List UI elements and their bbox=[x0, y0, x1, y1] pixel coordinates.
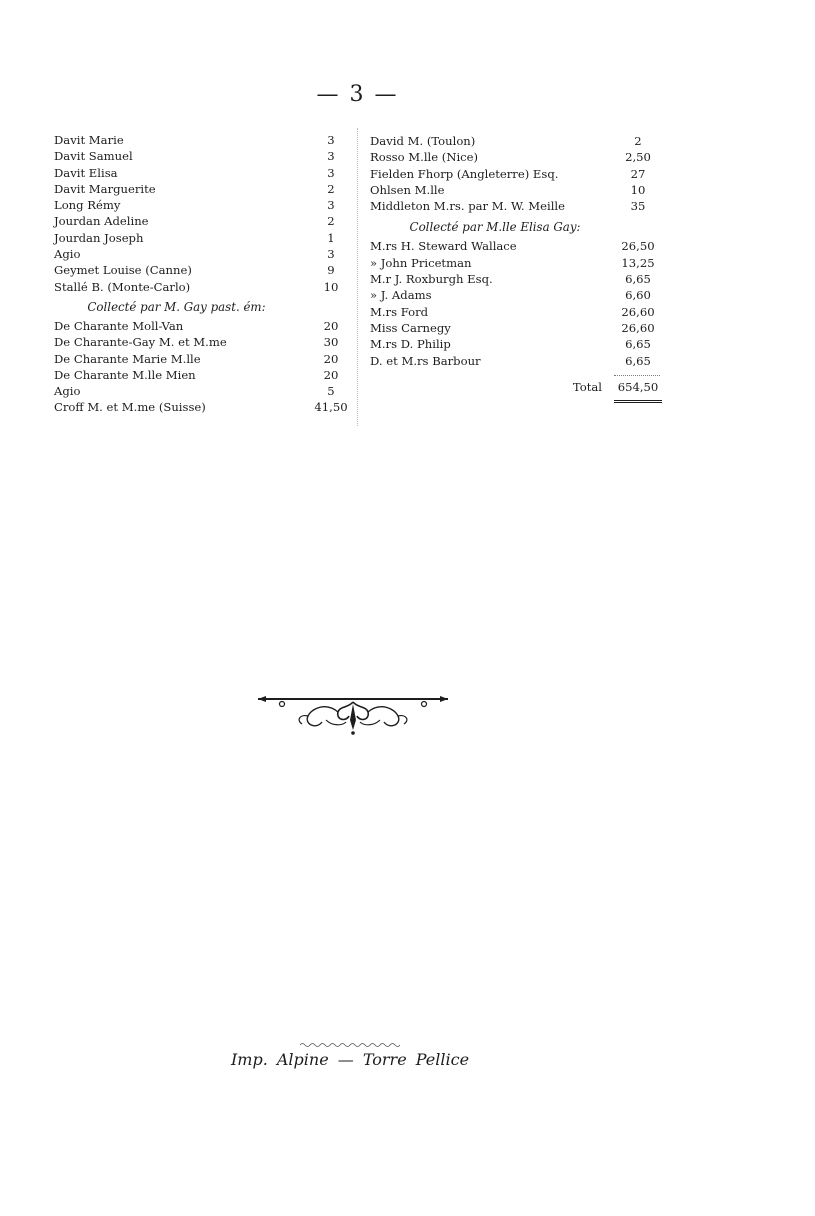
total-row bbox=[370, 378, 662, 396]
entry-name: De Charante Moll-Van bbox=[54, 318, 184, 333]
entry-amount: 10 bbox=[630, 182, 646, 197]
entry-name: Davit Marguerite bbox=[54, 181, 156, 196]
entry-name: » John Pricetman bbox=[370, 255, 472, 270]
entry-row bbox=[54, 383, 349, 399]
entry-amount: 10 bbox=[323, 279, 339, 294]
entry-name: Miss Carnegy bbox=[370, 320, 451, 335]
page-number: — 3 — bbox=[316, 82, 399, 107]
entry-amount: 5 bbox=[327, 384, 335, 399]
entry-amount: 20 bbox=[323, 367, 339, 382]
entry-amount: 6,65 bbox=[625, 337, 651, 352]
entry-amount: 3 bbox=[327, 247, 335, 262]
entry-amount: 6,60 bbox=[625, 288, 651, 303]
entry-amount: 26,50 bbox=[621, 239, 655, 254]
entry-amount: 6,65 bbox=[625, 353, 651, 368]
entry-amount: 30 bbox=[323, 335, 339, 350]
entry-row bbox=[370, 320, 662, 336]
entry-row bbox=[370, 287, 662, 303]
entry-name: Ohlsen M.lle bbox=[370, 182, 445, 197]
entry-name: Rosso M.lle (Nice) bbox=[370, 150, 479, 165]
tilde-rule bbox=[300, 1042, 400, 1047]
entry-name: Davit Elisa bbox=[54, 165, 118, 180]
entry-row bbox=[370, 238, 662, 254]
entry-row bbox=[54, 181, 349, 197]
entry-name: Geymet Louise (Canne) bbox=[54, 263, 192, 278]
entry-name: Jourdan Adeline bbox=[54, 214, 149, 229]
printer-imprint: Imp. Alpine — Torre Pellice bbox=[230, 1050, 470, 1069]
entry-name: M.rs Ford bbox=[370, 304, 429, 319]
entry-name: De Charante Marie M.lle bbox=[54, 351, 201, 366]
entry-name: Davit Samuel bbox=[54, 149, 133, 164]
entry-name: De Charante M.lle Mien bbox=[54, 367, 196, 382]
entry-row bbox=[370, 336, 662, 352]
entry-row bbox=[54, 399, 349, 415]
entry-name: Long Rémy bbox=[54, 198, 121, 213]
left-entries bbox=[54, 132, 349, 295]
entry-amount: 13,25 bbox=[621, 255, 655, 270]
entry-amount: 27 bbox=[630, 166, 646, 181]
entry-amount: 3 bbox=[327, 149, 335, 164]
right-entries bbox=[370, 133, 662, 214]
entry-row bbox=[370, 353, 662, 369]
entry-name: Jourdan Joseph bbox=[54, 230, 144, 245]
entry-name: M.r J. Roxburgh Esq. bbox=[370, 272, 493, 287]
entry-row bbox=[54, 197, 349, 213]
entry-row bbox=[54, 148, 349, 164]
entry-row bbox=[370, 271, 662, 287]
entry-amount: 2 bbox=[634, 134, 642, 148]
entry-row bbox=[370, 182, 662, 198]
entry-row bbox=[370, 133, 662, 149]
entry-amount: 35 bbox=[630, 199, 646, 214]
entry-row bbox=[54, 367, 349, 383]
total-rule bbox=[614, 375, 660, 376]
total-label: Total bbox=[572, 379, 602, 394]
right-section-entries bbox=[370, 238, 662, 368]
entry-amount: 41,50 bbox=[314, 400, 348, 415]
entry-row bbox=[54, 351, 349, 367]
ornament-divider bbox=[256, 690, 450, 736]
entry-amount: 3 bbox=[327, 165, 335, 180]
entry-row bbox=[54, 165, 349, 181]
total-double-rule bbox=[614, 400, 662, 403]
entry-name: » J. Adams bbox=[370, 288, 432, 303]
right-section-heading: Collecté par M.lle Elisa Gay: bbox=[409, 220, 581, 235]
entry-amount: 26,60 bbox=[621, 320, 655, 335]
entry-name: Croff M. et M.me (Suisse) bbox=[54, 400, 206, 415]
entry-row bbox=[54, 318, 349, 334]
entry-amount: 2 bbox=[327, 181, 335, 196]
entry-name: D. et M.rs Barbour bbox=[370, 353, 481, 368]
entry-name: M.rs H. Steward Wallace bbox=[370, 239, 517, 254]
entry-name: De Charante-Gay M. et M.me bbox=[54, 335, 227, 350]
entry-amount: 20 bbox=[323, 351, 339, 366]
entry-row bbox=[54, 246, 349, 262]
entry-amount: 2 bbox=[327, 214, 335, 229]
entry-amount: 20 bbox=[323, 318, 339, 333]
entry-amount: 2,50 bbox=[625, 150, 651, 165]
left-section-entries bbox=[54, 318, 349, 416]
left-column bbox=[54, 132, 349, 416]
entry-row bbox=[54, 230, 349, 246]
entry-row bbox=[370, 149, 662, 165]
entry-row bbox=[54, 213, 349, 229]
entry-row bbox=[370, 198, 662, 214]
left-section-heading: Collecté par M. Gay past. ém: bbox=[87, 299, 266, 314]
entry-amount: 26,60 bbox=[621, 304, 655, 319]
entry-name: M.rs D. Philip bbox=[370, 337, 451, 352]
column-divider bbox=[357, 128, 358, 426]
entry-row bbox=[54, 334, 349, 350]
entry-name: Fielden Fhorp (Angleterre) Esq. bbox=[370, 166, 559, 181]
entry-amount: 1 bbox=[327, 230, 335, 245]
entry-amount: 6,65 bbox=[625, 272, 651, 287]
entry-name: Stallé B. (Monte-Carlo) bbox=[54, 279, 191, 294]
total-amount: 654,50 bbox=[617, 379, 659, 394]
entry-amount: 3 bbox=[327, 198, 335, 213]
entry-name: Agio bbox=[54, 247, 81, 262]
entry-amount: 9 bbox=[327, 263, 335, 278]
entry-row bbox=[54, 262, 349, 278]
entry-row bbox=[370, 255, 662, 271]
entry-name: Davit Marie bbox=[54, 133, 124, 147]
entry-row bbox=[370, 304, 662, 320]
entry-name: Middleton M.rs. par M. W. Meille bbox=[370, 199, 565, 214]
entry-row bbox=[54, 279, 349, 295]
entry-row bbox=[370, 166, 662, 182]
entry-row bbox=[54, 132, 349, 148]
entry-name: Agio bbox=[54, 384, 81, 399]
right-column bbox=[370, 133, 662, 403]
entry-name: David M. (Toulon) bbox=[370, 134, 476, 148]
entry-amount: 3 bbox=[327, 133, 335, 147]
